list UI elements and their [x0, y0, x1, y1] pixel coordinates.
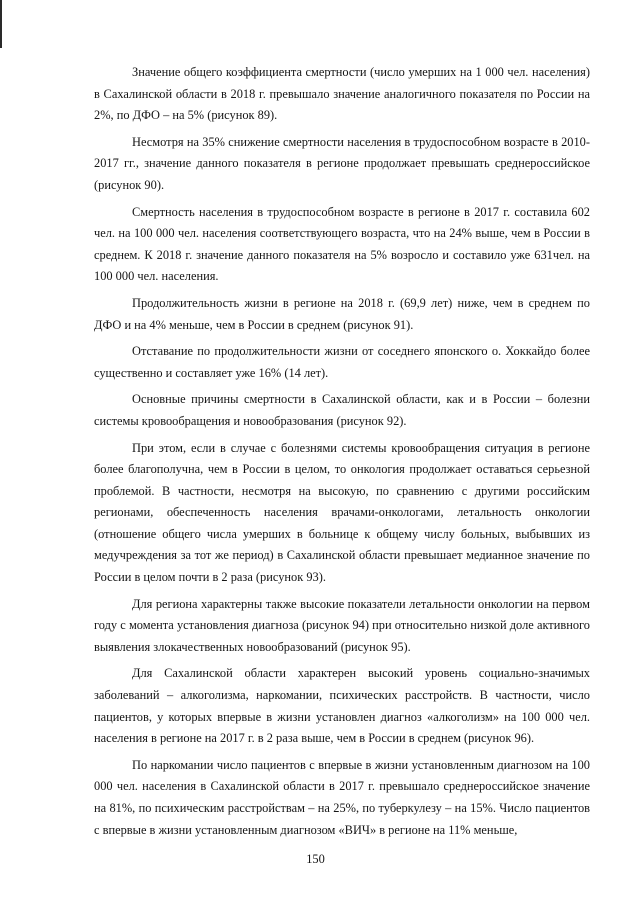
- paragraph: Несмотря на 35% снижение смертности населения в трудоспособном возрасте в 2010-2017 гг., значение данного показателя в регионе продолжает превышать среднероссийское (рисунок 90).: [94, 134, 590, 192]
- paragraph: При этом, если в случае с болезнями системы кровообращения ситуация в регионе более благополучна, чем в России в целом, то онкология продолжает оставаться серьезной проблемой. В частности, несмотря на высокую, по сравнению с другими российским регионами, обеспеченность населения врачами-онкологами, летальность онкологии (отношение общего числа умерших в больнице к общему числу больных, выбывших из медучреждения за тот же период) в Сахалинской области превышает медианное значение по России в целом почти в 2 раза (рисунок 93).: [94, 440, 590, 585]
- scan-edge-mark: [0, 0, 2, 48]
- paragraph: Значение общего коэффициента смертности (число умерших на 1 000 чел. населения) в Сахалинской области в 2018 г. превышало значение аналогичного показателя по России на 2%, по ДФО – на 5% (рисунок 89).: [94, 65, 590, 123]
- page-number: 150: [306, 852, 325, 866]
- paragraph: Продолжительность жизни в регионе на 2018 г. (69,9 лет) ниже, чем в среднем по ДФО и на 4% меньше, чем в России в среднем (рисунок 91).: [94, 295, 590, 332]
- paragraph: Основные причины смертности в Сахалинской области, как и в России – болезни системы кровообращения и новообразования (рисунок 92).: [94, 392, 590, 428]
- paragraph: Отставание по продолжительности жизни от соседнего японского о. Хоккайдо более существенно и составляет уже 16% (14 лет).: [94, 344, 590, 380]
- paragraph: Для региона характерны также высокие показатели летальности онкологии на первом году с момента установления диагноза (рисунок 94) при относительно низкой доле активного выявления злокачественных новообразований (рисунок 95).: [94, 596, 590, 654]
- page-body: [94, 62, 590, 846]
- paragraph: Для Сахалинской области характерен высокий уровень социально-значимых заболеваний – алкоголизма, наркомании, психических расстройств. В частности, число пациентов, у которых впервые в жизни установлен диагноз «алкоголизм» на 100 000 чел. населения в регионе на 2017 г. в 2 раза выше, чем в России в среднем (рисунок 96).: [94, 666, 590, 746]
- paragraph: Смертность населения в трудоспособном возрасте в регионе в 2017 г. составила 602 чел. на 100 000 чел. населения соответствующего возраста, что на 24% выше, чем в России в среднем. К 2018 г. значение данного показателя на 5% возросло и составило уже 631чел. на 100 000 чел. населения.: [94, 204, 590, 284]
- paragraph: По наркомании число пациентов с впервые в жизни установленным диагнозом на 100 000 чел. населения в Сахалинской области в 2017 г. превышало среднероссийское значение на 81%, по психическим расстройствам – на 25%, по туберкулезу – на 15%. Число пациентов с впервые в жизни установленным диагнозом «ВИЧ» в регионе на 11% меньше,: [94, 757, 590, 837]
